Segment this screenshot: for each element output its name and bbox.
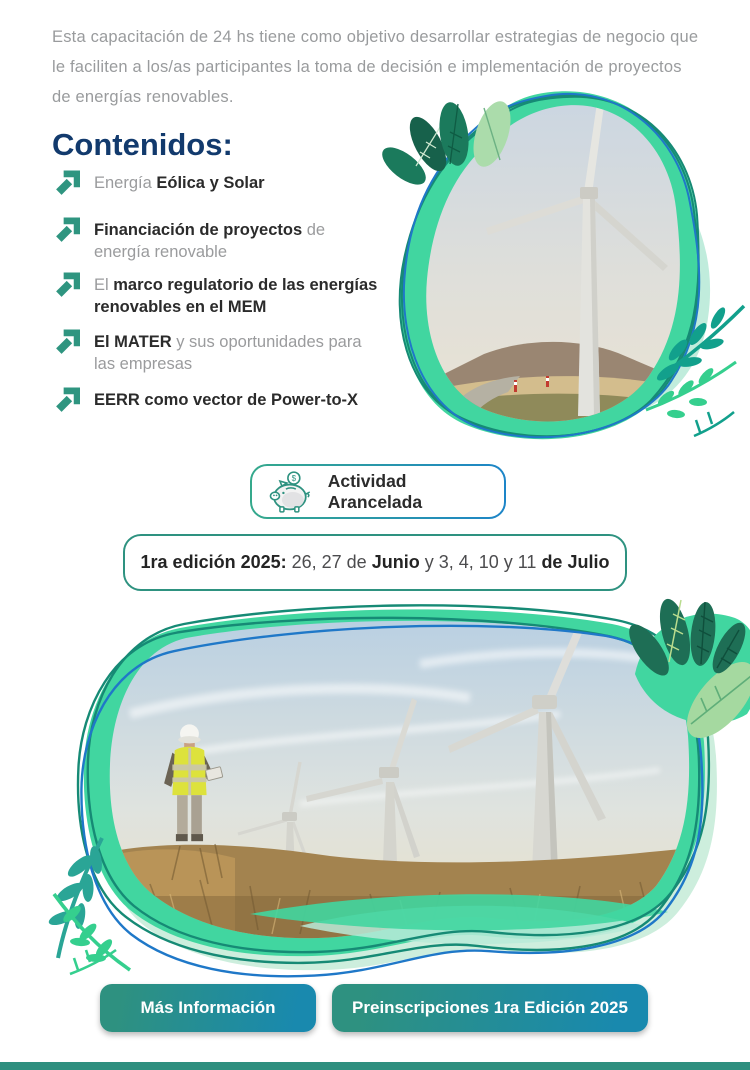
- list-item-text: EERR como vector de Power-to-X: [94, 391, 359, 409]
- list-item: [55, 172, 385, 195]
- svg-text:$: $: [291, 473, 297, 483]
- list-item-text: Financiación de proyectos de energía renovable: [94, 221, 326, 261]
- edition-badge-text: 1ra edición 2025: 26, 27 de Junio y 3, 4, 10 y 11 de Julio: [140, 552, 610, 572]
- list-item-text: Energía Eólica y Solar: [94, 174, 265, 192]
- list-item-text: El MATER y sus oportunidades para las empresas: [94, 333, 362, 373]
- arrow-up-right-icon: [55, 217, 80, 242]
- list-item: [55, 389, 385, 412]
- fee-badge: [250, 464, 506, 519]
- contents-list: [55, 172, 385, 412]
- footer-bar: [0, 1062, 750, 1070]
- arrow-up-right-icon: [55, 170, 80, 195]
- more-info-button[interactable]: Más Información: [100, 984, 316, 1032]
- wind-farm-photo: [80, 602, 712, 947]
- list-item-text: El marco regulatorio de las energías renovables en el MEM: [94, 276, 378, 316]
- arrow-up-right-icon: [55, 329, 80, 354]
- top-illustration: [366, 82, 750, 440]
- arrow-up-right-icon: [55, 272, 80, 297]
- list-item: [55, 331, 385, 375]
- edition-badge: [123, 534, 627, 591]
- page-title: Contenidos:: [52, 126, 233, 162]
- bottom-illustration: [0, 594, 750, 988]
- list-item: [55, 219, 385, 263]
- intro-paragraph: Esta capacitación de 24 hs tiene como objetivo desarrollar estrategias de negocio que le faciliten a los/as participantes la toma de decisión e implementación de proyectos de energías renovables.: [52, 27, 699, 106]
- preinscription-button[interactable]: Preinscripciones 1ra Edición 2025: [332, 984, 648, 1032]
- fee-badge-label: Actividad Arancelada: [327, 470, 423, 512]
- piggy-bank-icon: [268, 470, 316, 514]
- arrow-up-right-icon: [55, 387, 80, 412]
- list-item: [55, 274, 385, 318]
